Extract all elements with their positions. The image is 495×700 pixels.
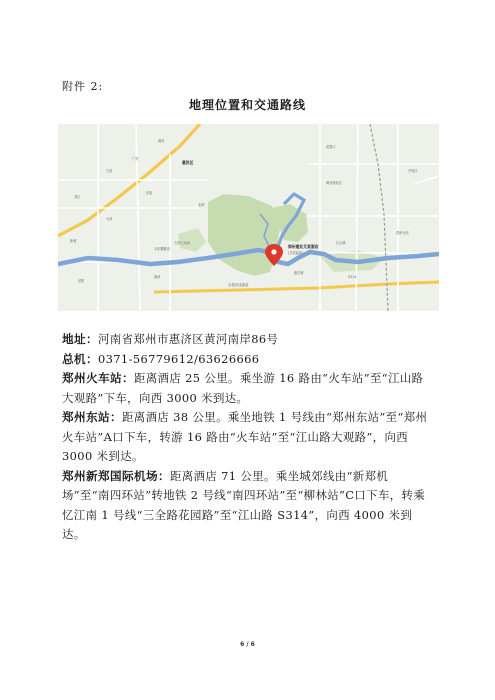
east-station-paragraph	[62, 408, 434, 467]
map-canvas	[58, 124, 439, 311]
place-label: 刘江	[74, 195, 81, 199]
place-label: 索河	[154, 275, 161, 279]
phone-text: 0371-56779612/63626666	[97, 351, 260, 366]
train-station-label: 郑州火车站：	[62, 371, 134, 385]
info-section	[62, 330, 434, 545]
address-text: 河南省郑州市惠济区黄河南岸86号	[97, 332, 279, 346]
place-label: 大河	[106, 217, 113, 221]
place-label: 东赵	[146, 191, 153, 195]
phone-line	[62, 350, 434, 370]
place-label: 郑州北站	[396, 231, 409, 235]
place-label: 丰乐樱桃沟	[154, 247, 170, 251]
train-station-paragraph	[62, 369, 434, 408]
road-label: S314	[348, 275, 357, 279]
train-station-text: 距离酒店 25 公里。乘坐游 16 路由“火车站”至“江山路大观路”下车，向西 3000 米到达。	[62, 371, 424, 405]
attachment-label: 附件 2:	[62, 80, 104, 93]
location-map[interactable]	[58, 124, 439, 311]
place-label: 黄河	[158, 139, 165, 143]
phone-label: 总机：	[62, 351, 98, 366]
place-label: 花园口	[326, 145, 336, 149]
place-label: 广武	[132, 157, 139, 161]
place-label: 荥阳	[78, 279, 85, 283]
place-label: 古荥	[106, 169, 113, 173]
airport-label: 郑州新郑国际机场：	[62, 468, 170, 483]
hotel-label-line2: (艾美温泉)	[288, 251, 304, 255]
place-label: 新城	[70, 239, 77, 243]
place-label: 北林	[198, 203, 205, 207]
east-station-label: 郑州东站：	[62, 410, 122, 424]
hotel-label: 郑州建业艾美酒店	[288, 244, 319, 249]
road-label: 连霍高速通道	[228, 283, 249, 287]
address-line	[62, 330, 434, 350]
airport-text: 距离酒店 71 公里。乘坐城郊线由“新郑机场”至“南四环站”转地铁 2 号线“南四环站”至“柳林站”C口下车，转乘忆江南 1 号线“三全路花园路”至“江山路 S314”，向西 4000 米到达。	[62, 468, 426, 541]
address-label: 地址：	[62, 332, 98, 346]
place-label: 古荥大运河	[174, 241, 190, 245]
airport-paragraph	[62, 467, 434, 545]
place-label: 惠济区	[182, 160, 194, 165]
place-label: 江山路	[336, 241, 346, 245]
page-number: 6 / 6	[240, 641, 255, 648]
place-label: 黄河游览区	[326, 181, 342, 185]
place-label: 开发区	[408, 169, 418, 173]
page-title: 地理位置和交通路线	[188, 98, 306, 112]
east-station-text: 距离酒店 38 公里。乘坐地铁 1 号线由“郑州东站”至“郑州火车站”A口下车，转游 16 路由“火车站”至“江山路大观路”，向西 3000 米到达。	[62, 410, 428, 463]
place-label: 惠济桥	[294, 271, 304, 275]
